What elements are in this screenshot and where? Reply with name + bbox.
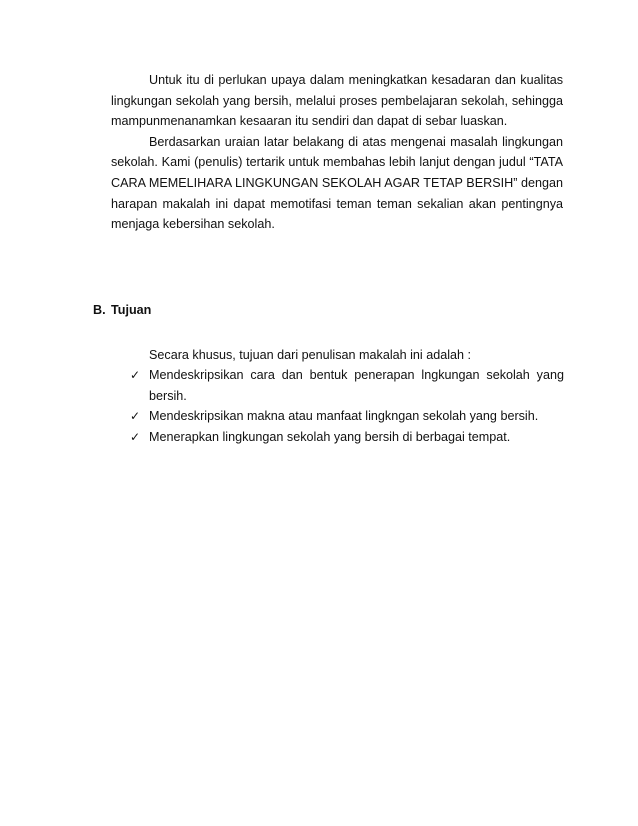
list-item-text: Menerapkan lingkungan sekolah yang bersih di berbagai tempat. (149, 429, 511, 444)
checkmark-icon: ✓ (130, 368, 141, 382)
tujuan-checklist (130, 365, 564, 447)
list-item (130, 365, 564, 406)
section-title: Tujuan (111, 303, 152, 317)
section-heading-tujuan (93, 300, 151, 320)
list-item-text: Mendeskripsikan cara dan bentuk penerapan lngkungan sekolah yang bersih. (149, 368, 564, 403)
intro-paragraph-1: Untuk itu di perlukan upaya dalam meningkatkan kesadaran dan kualitas lingkungan sekolah yang bersih, melalui proses pembelajaran sekolah, sehingga mampunmenanamkan kesaaran itu sendiri dan dapat di sebar luaskan. (111, 73, 563, 129)
section-number: B. (93, 303, 106, 317)
list-item (130, 427, 564, 448)
intro-paragraph-2: Berdasarkan uraian latar belakang di atas mengenai masalah lingkungan sekolah. Kami (penulis) tertarik untuk membahas lebih lanjut dengan judul “TATA CARA MEMELIHARA LINGKUNGAN SEKOLAH AGAR TETAP BERSIH” dengan harapan makalah ini dapat memotifasi teman teman sekalian akan pentingnya menjaga kebersihan sekolah. (111, 134, 563, 232)
list-item-text: Mendeskripsikan makna atau manfaat lingkngan sekolah yang bersih. (149, 409, 539, 424)
tujuan-intro-text: Secara khusus, tujuan dari penulisan makalah ini adalah : (149, 348, 472, 362)
checkmark-icon: ✓ (130, 409, 141, 424)
checkmark-icon: ✓ (130, 429, 141, 444)
list-item (130, 406, 564, 427)
intro-section (111, 70, 563, 235)
